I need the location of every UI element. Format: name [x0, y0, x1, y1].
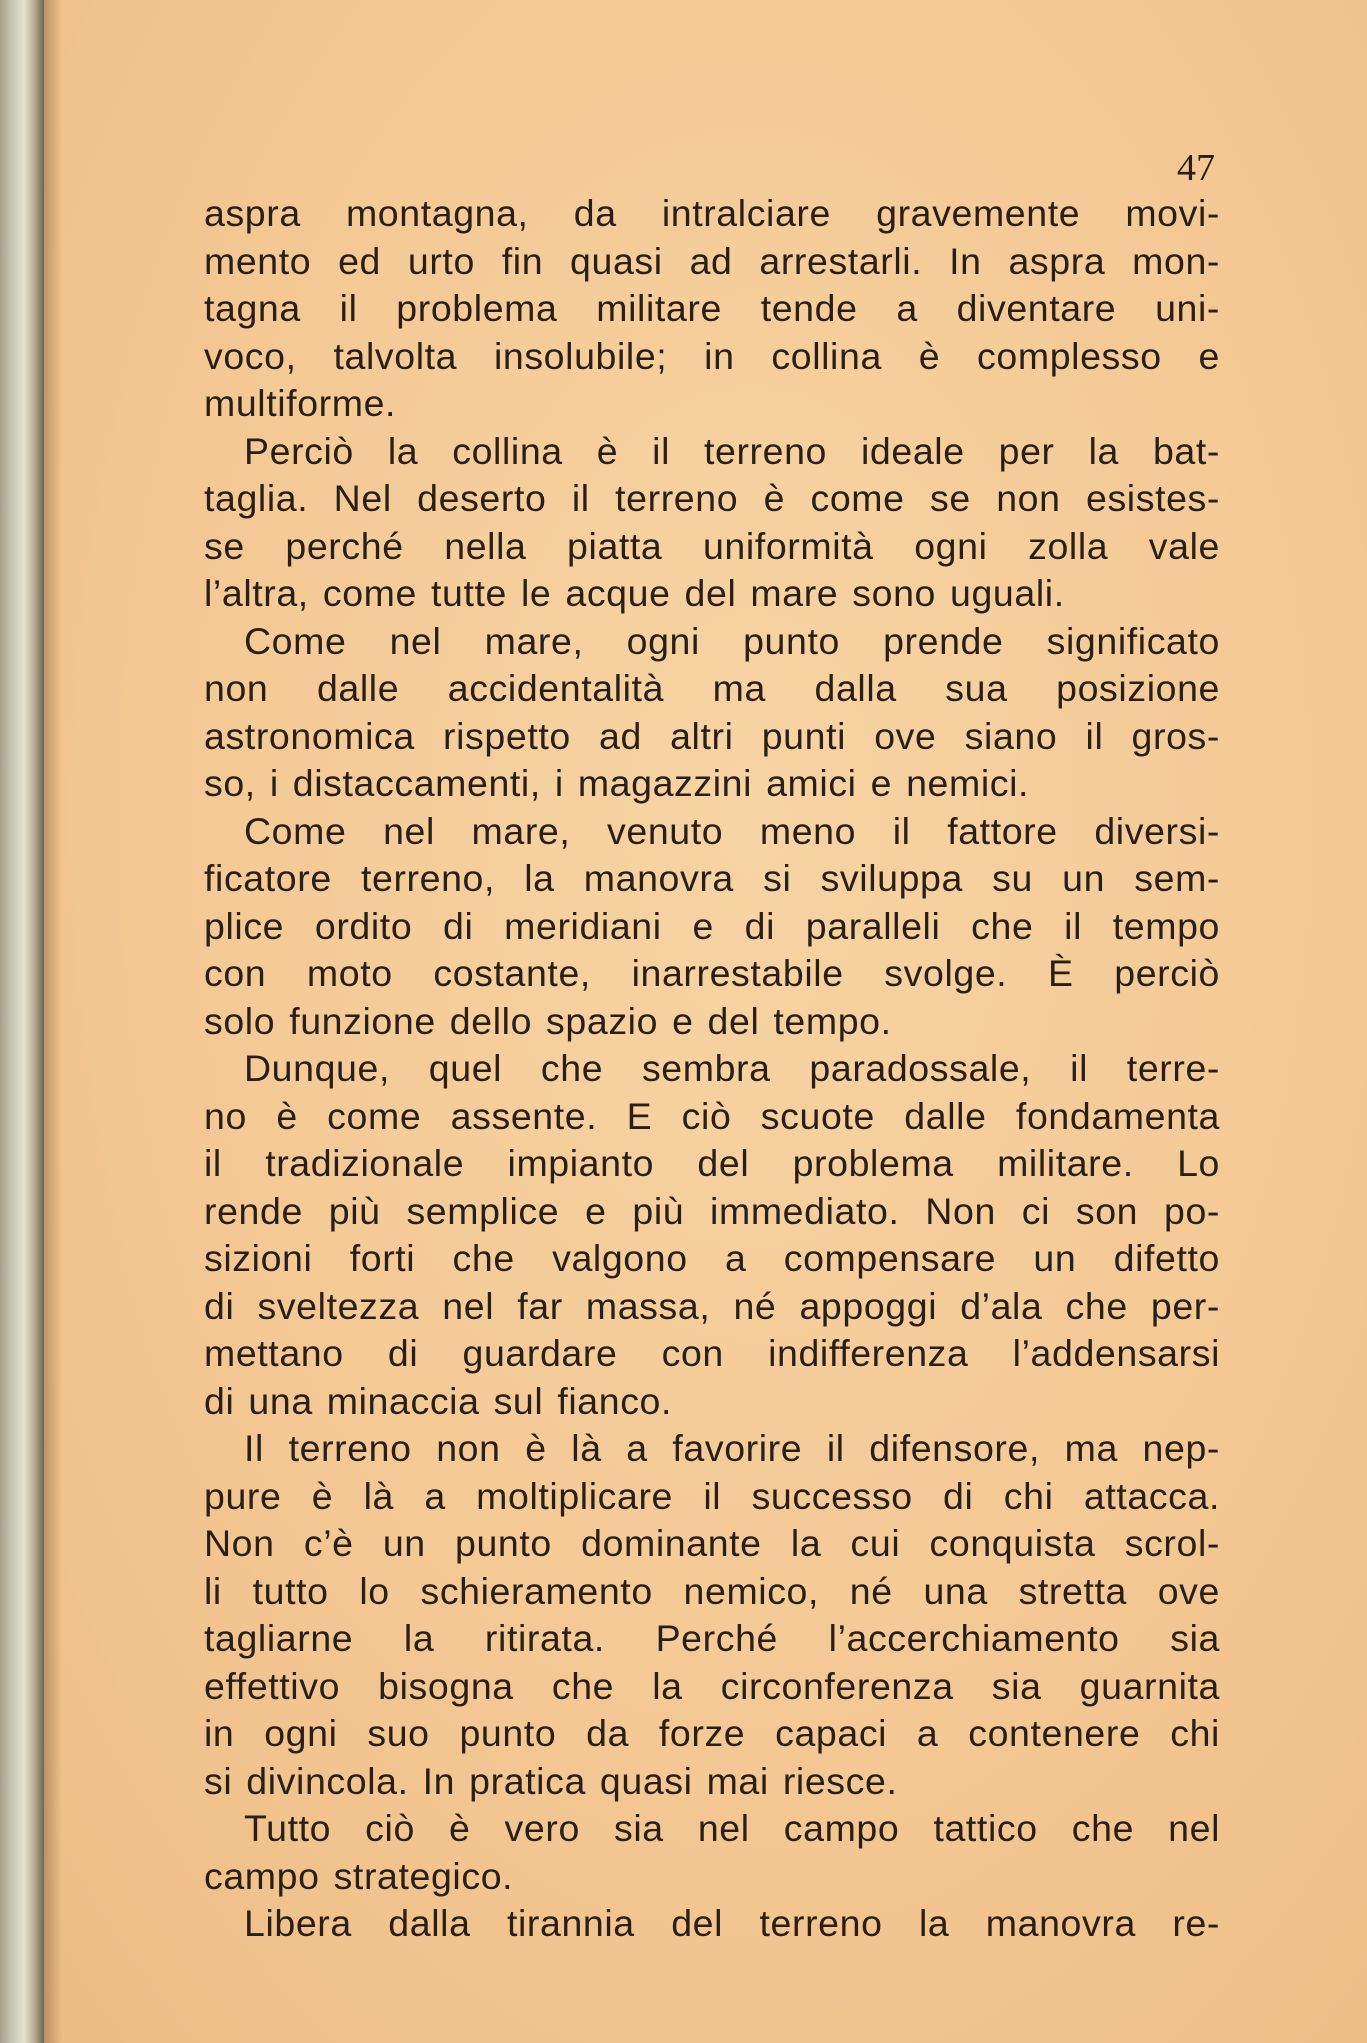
text-line: l’altra, come tutte le acque del mare sono uguali.	[204, 572, 1065, 614]
text-line: sizioni forti che valgono a compensare un difetto	[204, 1237, 1220, 1279]
text-line: se perché nella piatta uniformità ogni zolla vale	[204, 524, 1220, 567]
text-line: Perciò la collina è il terreno ideale per la bat-	[244, 429, 1220, 472]
text-line: Dunque, quel che sembra paradossale, il terre-	[244, 1047, 1220, 1089]
gutter-shadow	[44, 0, 62, 2043]
body-text	[204, 190, 1220, 1948]
text-line: mento ed urto fin quasi ad arrestarli. In aspra mon-	[204, 239, 1220, 282]
text-line: Non c’è un punto dominante la cui conquista scrol-	[204, 1522, 1220, 1564]
text-line: con moto costante, inarrestabile svolge. È perciò	[204, 952, 1220, 994]
text-line: multiforme.	[204, 382, 397, 424]
text-line: plice ordito di meridiani e di paralleli che il tempo	[204, 904, 1220, 947]
text-line: di sveltezza nel far massa, né appoggi d’ala che per-	[204, 1284, 1220, 1327]
text-line: mettano di guardare con indifferenza l’addensarsi	[204, 1332, 1220, 1374]
text-line: ficatore terreno, la manovra si sviluppa su un sem-	[204, 857, 1220, 899]
text-line: non dalle accidentalità ma dalla sua posizione	[204, 667, 1220, 709]
text-line: tagliarne la ritirata. Perché l’accerchiamento sia	[204, 1617, 1220, 1659]
text-line: Come nel mare, venuto meno il fattore diversi-	[244, 809, 1220, 852]
text-line: rende più semplice e più immediato. Non ci son po-	[204, 1189, 1220, 1232]
text-line: Libera dalla tirannia del terreno la manovra re-	[244, 1902, 1220, 1944]
text-line: Il terreno non è là a favorire il difensore, ma nep-	[244, 1427, 1220, 1469]
text-line: si divincola. In pratica quasi mai riesce.	[204, 1759, 898, 1802]
text-line: Come nel mare, ogni punto prende significato	[244, 619, 1220, 662]
text-line: pure è là a moltiplicare il successo di chi attacca.	[204, 1474, 1220, 1517]
text-line: Tutto ciò è vero sia nel campo tattico che nel	[244, 1807, 1220, 1849]
text-line: li tutto lo schieramento nemico, né una stretta ove	[204, 1569, 1220, 1612]
text-line: taglia. Nel deserto il terreno è come se non esistes-	[204, 477, 1220, 519]
text-line: tagna il problema militare tende a diventare uni-	[204, 287, 1220, 329]
text-line: no è come assente. E ciò scuote dalle fondamenta	[204, 1094, 1220, 1137]
text-line: di una minaccia sul fianco.	[204, 1379, 673, 1422]
text-line: so, i distaccamenti, i magazzini amici e nemici.	[204, 762, 1030, 804]
page-number: 47	[1177, 147, 1215, 189]
text-line: astronomica rispetto ad altri punti ove siano il gros-	[204, 714, 1220, 757]
text-line: aspra montagna, da intralciare gravemente movi-	[204, 192, 1220, 234]
text-line: solo funzione dello spazio e del tempo.	[204, 999, 892, 1042]
text-line: il tradizionale impianto del problema militare. Lo	[204, 1142, 1220, 1184]
text-line: in ogni suo punto da forze capaci a contenere chi	[204, 1712, 1220, 1754]
text-line: voco, talvolta insolubile; in collina è complesso e	[204, 334, 1220, 377]
text-line: campo strategico.	[204, 1854, 514, 1897]
text-line: effettivo bisogna che la circonferenza sia guarnita	[204, 1664, 1220, 1707]
book-spine-edge	[0, 0, 44, 2043]
